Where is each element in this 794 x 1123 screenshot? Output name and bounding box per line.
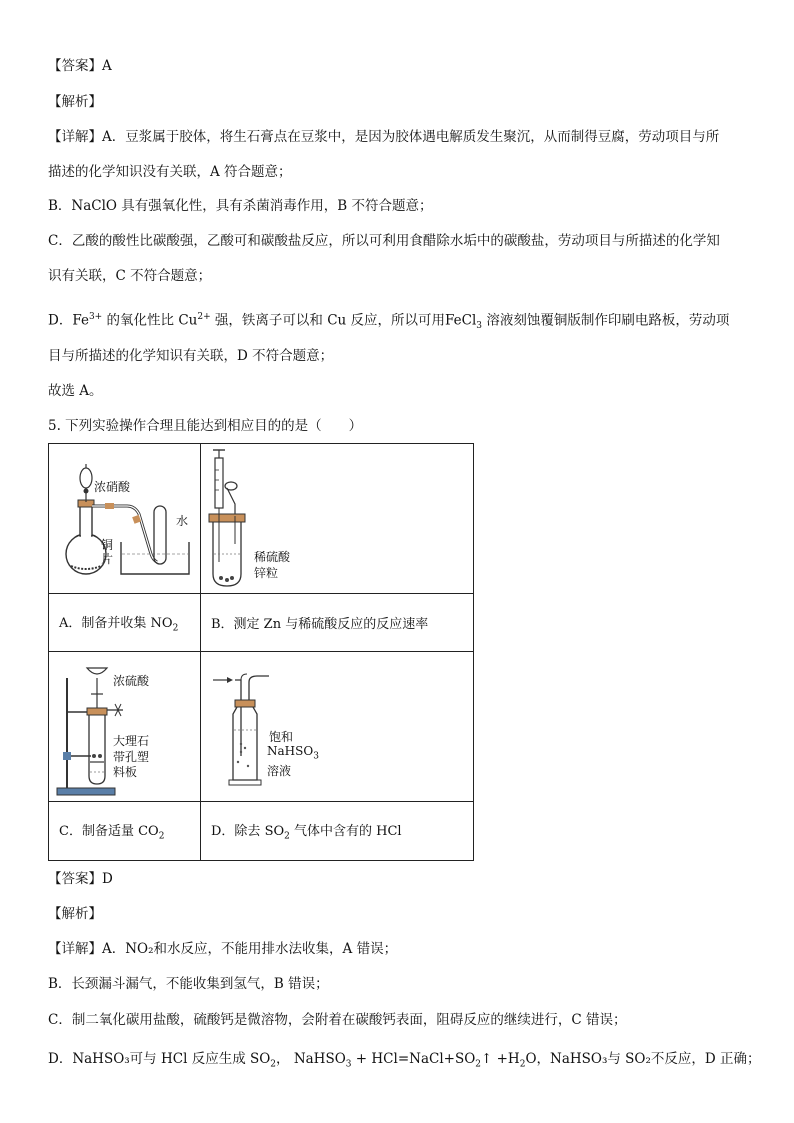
label-saturated: 饱和 bbox=[269, 730, 294, 744]
answer2-d-part-5: O，NaHSO₃与 SO₂不反应，D 正确； bbox=[525, 1051, 761, 1067]
options-table bbox=[48, 443, 474, 861]
option-b[interactable] bbox=[201, 594, 474, 652]
question-stem: 5. 下列实验操作合理且能达到相应目的的是（ ） bbox=[48, 418, 363, 434]
option-d-sub: 2 bbox=[284, 831, 290, 842]
detail-d-line-1 bbox=[48, 307, 729, 336]
answer2-detail-b: B．长颈漏斗漏气，不能收集到氢气，B 错误； bbox=[48, 976, 329, 992]
detail-a-line-2: 描述的化学知识没有关联，A 符合题意； bbox=[48, 164, 292, 180]
detail-c-line-2: 识有关联，C 不符合题意； bbox=[48, 268, 212, 284]
answer2-detail-a: 【详解】A．NO₂和水反应，不能用排水法收集，A 错误； bbox=[48, 941, 398, 957]
figure-c-cell bbox=[49, 652, 201, 802]
fecl-formula: FeCl bbox=[445, 312, 477, 329]
option-c-sub: 2 bbox=[158, 831, 165, 842]
option-b-text: B．测定 Zn 与稀硫酸反应的反应速率 bbox=[211, 617, 429, 632]
label-nahso3 bbox=[267, 744, 319, 761]
label-nahso3-text: NaHSO bbox=[267, 744, 314, 758]
option-a-text: A．制备并收集 NO bbox=[59, 615, 173, 631]
option-d-so: SO bbox=[264, 824, 285, 840]
label-solution: 溶液 bbox=[267, 764, 292, 778]
answer2-d-sub-1: 2 bbox=[270, 1059, 277, 1070]
detail-tag: 【详解】 bbox=[48, 129, 102, 145]
fe-charge: 3+ bbox=[88, 312, 103, 322]
detail-d-mid-3: 溶液刻蚀覆铜版制作印刷电路板，劳动项 bbox=[482, 312, 730, 329]
figure-d-drawing bbox=[201, 652, 474, 802]
option-d-prefix: D．除去 bbox=[211, 824, 265, 840]
figure-b-drawing bbox=[201, 444, 474, 594]
detail-b-line: B．NaClO 具有强氧化性，具有杀菌消毒作用，B 不符合题意； bbox=[48, 198, 433, 214]
label-conc-nitric-acid: 浓硝酸 bbox=[94, 480, 131, 494]
detail-a-text-1: A．豆浆属于胶体，将生石膏点在豆浆中，是因为胶体遇电解质发生聚沉，从而制得豆腐，劳动项目与所 bbox=[102, 129, 720, 145]
answer2-d-part-4: ↑ +H bbox=[481, 1051, 520, 1067]
answer2-label: 【答案】D bbox=[48, 871, 113, 887]
label-copper-1: 铜 bbox=[101, 538, 114, 552]
label-perforated-plate-2: 料板 bbox=[113, 765, 138, 779]
option-c[interactable] bbox=[49, 802, 201, 861]
fe-formula: Fe bbox=[72, 312, 89, 329]
option-a-sub: 2 bbox=[172, 623, 179, 634]
answer2-detail-d bbox=[48, 1049, 761, 1075]
answer2-d-part-3: + HCl=NaCl+SO bbox=[351, 1051, 476, 1067]
answer2-d-part-1: D．NaHSO₃可与 HCl 反应生成 SO bbox=[48, 1051, 271, 1067]
label-marble: 大理石 bbox=[113, 734, 150, 748]
option-d[interactable] bbox=[201, 802, 474, 861]
label-dilute-sulfuric-acid: 稀硫酸 bbox=[254, 550, 291, 564]
figure-b bbox=[201, 444, 473, 593]
figure-a bbox=[49, 444, 200, 593]
detail-d-mid-2: 强，铁离子可以和 Cu 反应，所以可用 bbox=[210, 312, 446, 329]
analysis2-label: 【解析】 bbox=[48, 906, 102, 922]
label-perforated-plate-1: 带孔塑 bbox=[113, 750, 150, 764]
answer2-detail-c: C．制二氧化碳用盐酸，硫酸钙是微溶物，会附着在碳酸钙表面，阻碍反应的继续进行，C 错误； bbox=[48, 1012, 627, 1028]
label-conc-sulfuric-acid: 浓硫酸 bbox=[113, 674, 150, 688]
figure-d bbox=[201, 652, 473, 801]
fecl-subscript: 3 bbox=[476, 321, 483, 332]
label-zinc-granules: 锌粒 bbox=[254, 566, 279, 580]
answer-label: 【答案】A bbox=[48, 58, 112, 74]
detail-d-prefix: D． bbox=[48, 312, 73, 329]
option-d-suffix: 气体中含有的 HCl bbox=[289, 824, 402, 840]
cu-charge: 2+ bbox=[197, 312, 211, 322]
option-c-text: C．制备适量 CO bbox=[59, 824, 159, 840]
detail-d-mid-1: 的氧化性比 Cu bbox=[102, 312, 198, 329]
choose-line: 故选 A。 bbox=[48, 383, 103, 399]
detail-a-line-1 bbox=[48, 127, 719, 147]
answer2-d-sub-2: 3 bbox=[345, 1059, 352, 1070]
label-copper-2: 片 bbox=[101, 552, 114, 566]
figure-a-cell bbox=[49, 444, 201, 594]
answer2-d-sub-4: 2 bbox=[519, 1059, 526, 1070]
answer2-d-part-2: ， NaHSO bbox=[276, 1051, 346, 1067]
figure-d-cell bbox=[201, 652, 474, 802]
option-a[interactable] bbox=[49, 594, 201, 652]
detail-d-line-2: 目与所描述的化学知识有关联，D 不符合题意； bbox=[48, 348, 334, 364]
figure-c bbox=[49, 652, 200, 801]
analysis-label: 【解析】 bbox=[48, 94, 102, 110]
figure-b-cell bbox=[201, 444, 474, 594]
answer2-d-sub-3: 2 bbox=[475, 1059, 482, 1070]
label-water: 水 bbox=[176, 514, 189, 528]
label-nahso3-sub: 3 bbox=[313, 751, 319, 762]
detail-c-line-1: C．乙酸的酸性比碳酸强，乙酸可和碳酸盐反应，所以可利用食醋除水垢中的碳酸盐，劳动项目与所描述的化学知 bbox=[48, 233, 720, 249]
